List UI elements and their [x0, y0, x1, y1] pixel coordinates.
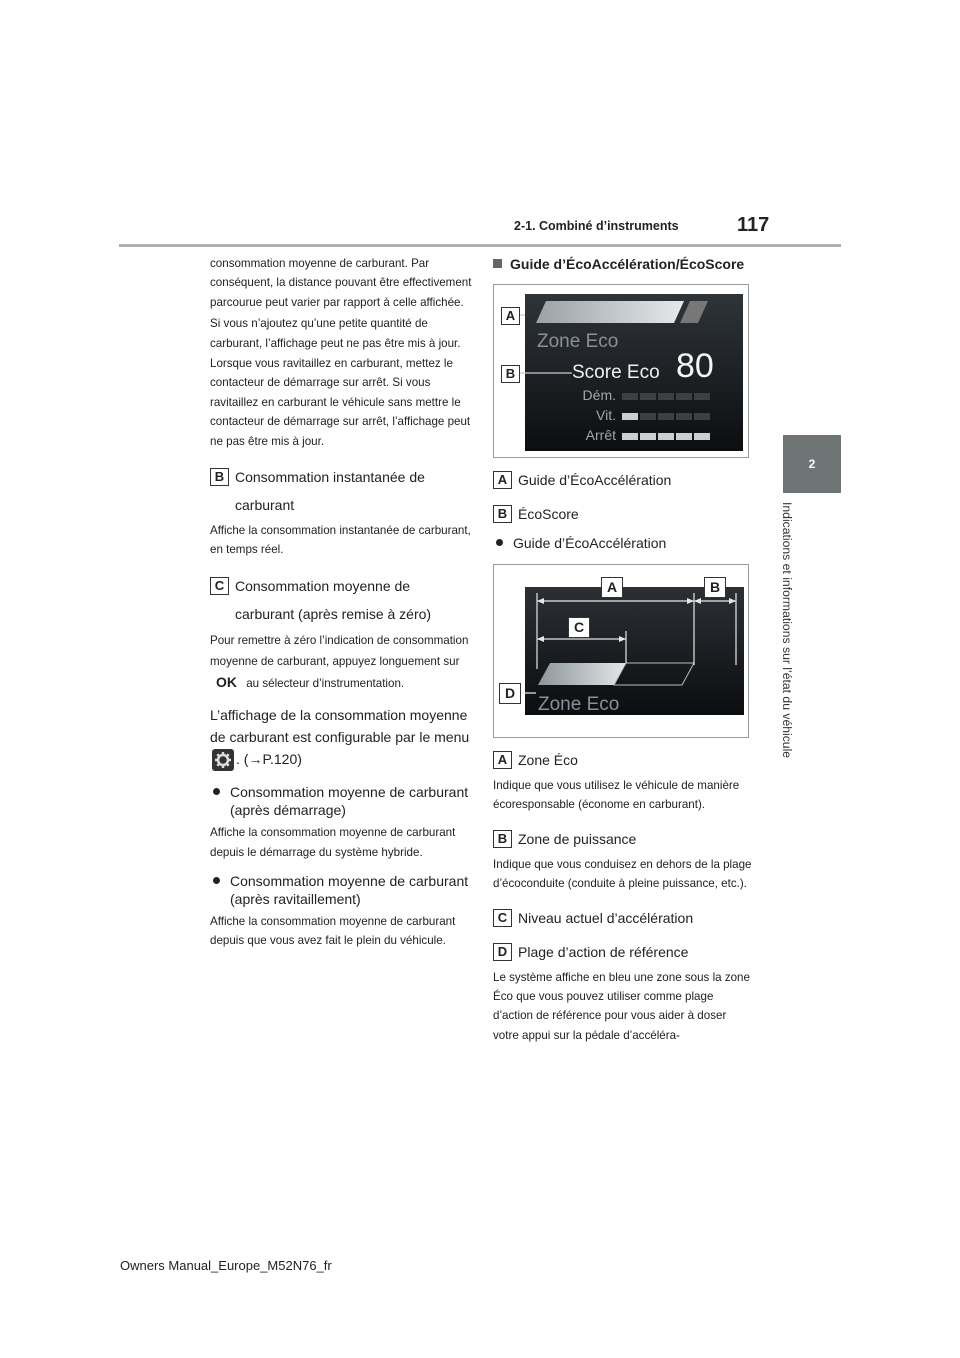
- bullet-description: Affiche la consommation moyenne de carburant depuis que vous avez fait le plein du véhicule.: [210, 914, 456, 948]
- eco-accel-guide-figure: [493, 564, 749, 738]
- item-b-heading: [493, 825, 755, 853]
- item-c-heading: [210, 572, 472, 628]
- bullet-dot: [496, 539, 503, 546]
- letter-badge: C: [210, 577, 229, 595]
- item-a-heading: [493, 746, 755, 774]
- gauge-start-segment: [658, 393, 674, 400]
- bullet-text: Consommation moyenne de carburant (après démarrage): [230, 784, 469, 819]
- letter-badge: A: [493, 471, 512, 489]
- callout-c: C: [568, 617, 590, 638]
- config-note: [210, 704, 472, 771]
- gauge-start-segment: [694, 393, 710, 400]
- gauge-speed-segment: [694, 413, 710, 420]
- paragraph: consommation moyenne de carburant. Par conséquent, la distance pouvant être effectivement parcourue peut varier par rapport à celle affichée.: [210, 257, 472, 309]
- item-description: Affiche la consommation instantanée de carburant, en temps réel.: [210, 524, 471, 557]
- item-title: ÉcoScore: [518, 506, 579, 522]
- chapter-side-title: [782, 502, 806, 822]
- gauge-stop-segment: [640, 433, 656, 440]
- item-b-heading: [493, 500, 755, 528]
- bullet-item: [210, 872, 472, 908]
- item-a-heading: [493, 466, 755, 494]
- callout-a: A: [601, 577, 623, 598]
- item-c-heading: [493, 904, 755, 932]
- right-column: [493, 254, 755, 1046]
- bullet-item: [493, 534, 755, 552]
- page-ref: →P.120): [248, 750, 302, 767]
- heading-text: Guide d’ÉcoAccélération/ÉcoScore: [510, 256, 745, 272]
- item-title: Zone de puissance: [518, 830, 637, 847]
- callout-b: B: [501, 365, 520, 383]
- gauge-speed-segment: [640, 413, 656, 420]
- chapter-tab: 2: [783, 435, 841, 493]
- gauge-stop-segment: [622, 433, 638, 440]
- eco-zone-bar: [536, 301, 684, 323]
- config-text: . (: [236, 750, 249, 767]
- chapter-side-title-text: Indications et informations sur l’état du véhicule: [780, 502, 794, 759]
- section-title: 2-1. Combiné d’instruments: [514, 219, 679, 233]
- page-number: 117: [737, 214, 770, 236]
- gauge-start-segment: [676, 393, 692, 400]
- score-eco-label: Score Eco: [572, 362, 660, 383]
- letter-badge: A: [493, 751, 512, 769]
- section-heading: [493, 254, 755, 274]
- row-label-start: Dém.: [582, 387, 616, 403]
- zone-eco-label: Zone Eco: [538, 694, 620, 715]
- gauge-speed-segment: [622, 413, 638, 420]
- gauge-stop-segment: [694, 433, 710, 440]
- gauge-start-segment: [640, 393, 656, 400]
- bullet-dot: [213, 877, 220, 884]
- desc-text: Pour remettre à zéro l’indication de consommation moyenne de carburant, appuyez longuement sur: [210, 633, 469, 668]
- row-label-stop: Arrêt: [585, 427, 616, 443]
- zone-eco-label: Zone Eco: [537, 331, 619, 352]
- item-description: Indique que vous conduisez en dehors de la plage d’écoconduite (conduite à pleine puissance, etc.).: [493, 857, 752, 891]
- paragraph: Lorsque vous ravitaillez en carburant, mettez le contacteur de démarrage sur arrêt. Si vous ravitaillez en carburant le véhicule sans mettre le contacteur de démarrage sur arrêt, l’affichage peut ne pas être mis à jour.: [210, 357, 471, 448]
- config-text: L’affichage de la consommation moyenne de carburant est configurable par le menu: [210, 706, 470, 745]
- item-description: Le système affiche en bleu une zone sous la zone Éco que vous pouvez utiliser comme plage d’action de référence pour vous aider à doser votre appui sur la pédale d’accéléra-: [493, 970, 750, 1042]
- header-rule: [119, 244, 841, 247]
- item-b-heading: [210, 463, 472, 519]
- gear-icon: [212, 749, 234, 771]
- desc-text: au sélecteur d’instrumentation.: [246, 676, 405, 690]
- eco-zone-bar: [538, 663, 626, 685]
- letter-badge: B: [210, 468, 229, 486]
- item-title: Guide d’ÉcoAccélération: [518, 472, 672, 488]
- square-marker: [493, 259, 502, 268]
- item-title: Consommation instantanée de carburant: [235, 469, 425, 514]
- bullet-dot: [213, 788, 220, 795]
- footer-text: Owners Manual_Europe_M52N76_fr: [120, 1258, 332, 1273]
- item-title: Zone Éco: [518, 752, 578, 768]
- gauge-stop-segment: [676, 433, 692, 440]
- paragraph: Si vous n’ajoutez qu’une petite quantité de carburant, l’affichage peut ne pas être mis à jour.: [210, 317, 461, 350]
- letter-badge: D: [493, 943, 512, 961]
- bullet-item: [210, 783, 472, 819]
- gauge-speed-segment: [676, 413, 692, 420]
- item-title: Niveau actuel d’accélération: [518, 909, 694, 926]
- letter-badge: B: [493, 830, 512, 848]
- item-title: Plage d’action de référence: [518, 943, 689, 960]
- letter-badge: B: [493, 505, 512, 523]
- callout-a: A: [501, 307, 520, 325]
- bullet-text: Consommation moyenne de carburant (après ravitaillement): [230, 872, 469, 907]
- letter-badge: C: [493, 909, 512, 927]
- callout-d: D: [499, 683, 521, 704]
- score-value: 80: [676, 347, 714, 385]
- gauge-start-segment: [622, 393, 638, 400]
- gauge-speed-segment: [658, 413, 674, 420]
- gauge-stop-segment: [658, 433, 674, 440]
- bullet-description: Affiche la consommation moyenne de carburant depuis le démarrage du système hybride.: [210, 826, 456, 859]
- row-label-speed: Vit.: [596, 407, 616, 423]
- item-description: Indique que vous utilisez le véhicule de manière écoresponsable (économe en carburant).: [493, 779, 740, 812]
- ok-button-icon: OK: [216, 673, 237, 690]
- bullet-text: Guide d’ÉcoAccélération: [513, 535, 667, 551]
- item-description: [210, 630, 472, 694]
- item-title: Consommation moyenne de carburant (après remise à zéro): [235, 577, 432, 622]
- eco-score-figure: [493, 284, 749, 458]
- callout-b: B: [704, 577, 726, 598]
- left-column: [210, 254, 472, 952]
- item-d-heading: [493, 938, 755, 966]
